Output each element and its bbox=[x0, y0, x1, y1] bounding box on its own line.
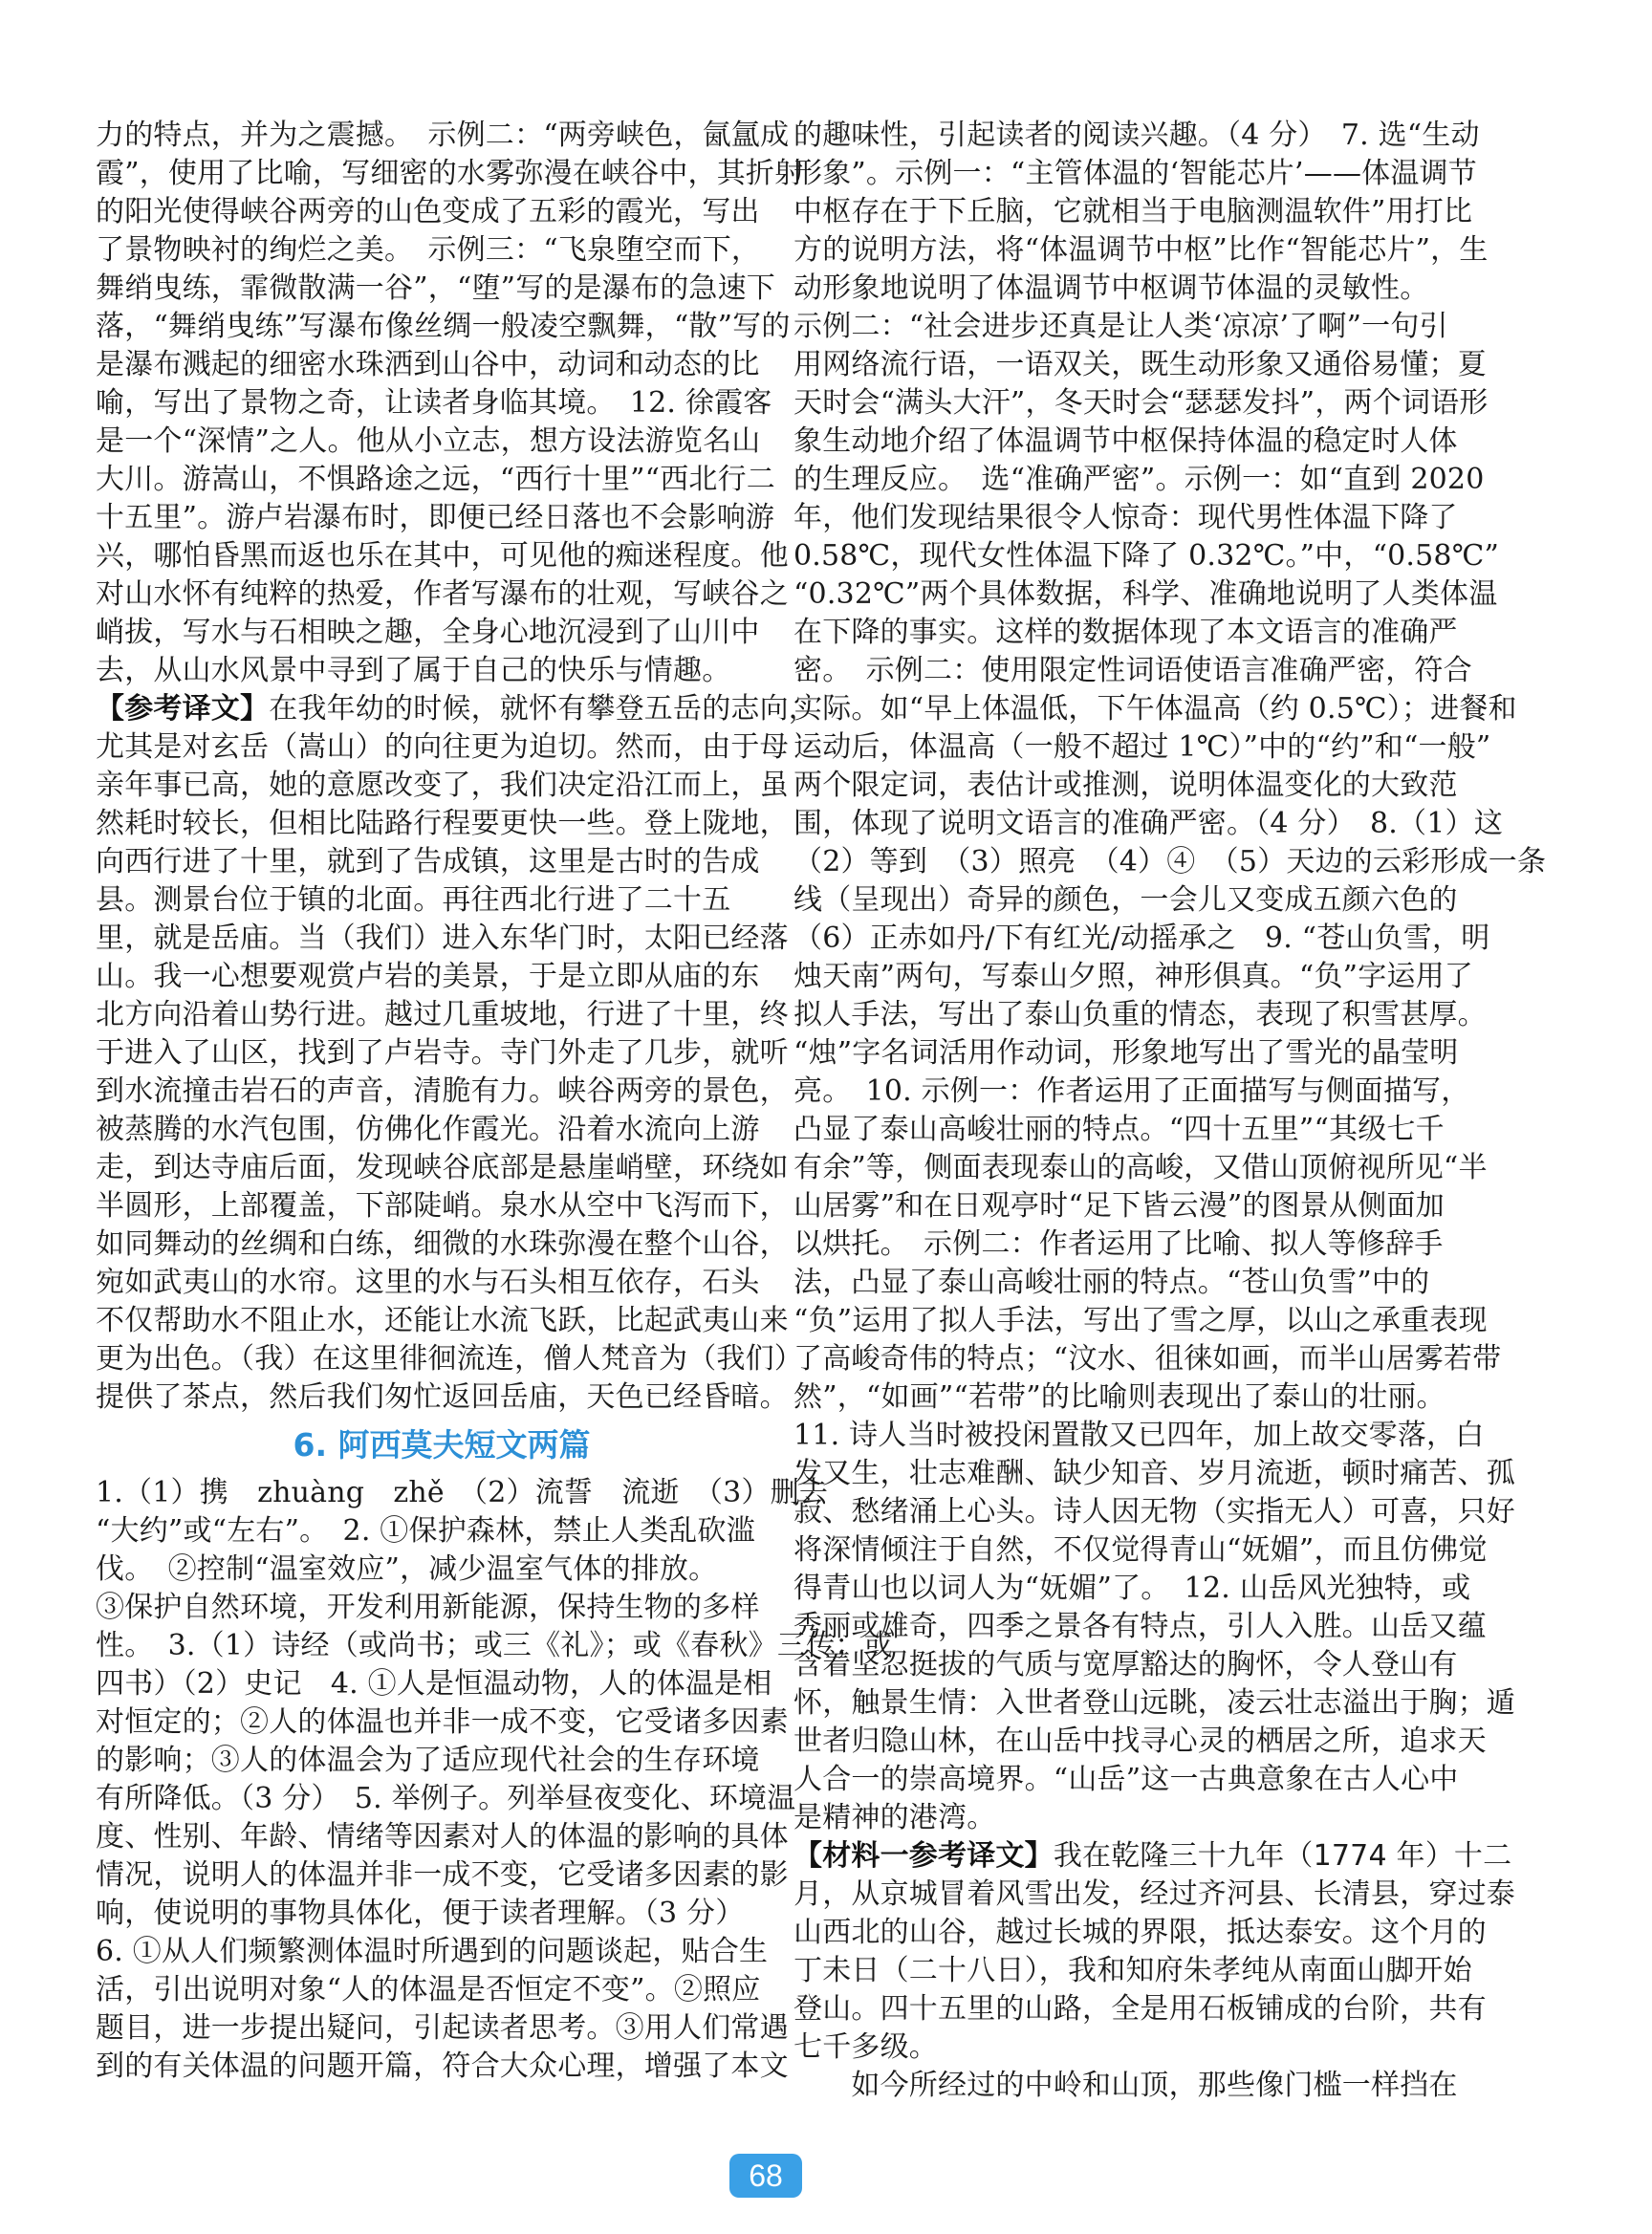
text-line: 1.（1）携 zhuàng zhě （2）流誓 流逝 （3）删去 bbox=[96, 1476, 829, 1509]
text-line: 的趣味性，引起读者的阅读兴趣。（4 分） 7. 选“生动 bbox=[793, 119, 1480, 152]
text-line: 喻，写出了景物之奇，让读者身临其境。 12. 徐霞客 bbox=[96, 386, 772, 420]
text-line: 如同舞动的丝绸和白练，细微的水珠弥漫在整个山谷， bbox=[96, 1227, 789, 1261]
text-line: 四书）（2）史记 4. ①人是恒温动物，人的体温是相 bbox=[96, 1667, 772, 1701]
text-line: 丁未日（二十八日），我和知府朱孝纯从南面山脚开始 bbox=[793, 1954, 1472, 1987]
text-line: 实际。如“早上体温低，下午体温高（约 0.5℃）；进餐和 bbox=[793, 692, 1517, 726]
text-line: 寂、愁绪涌上心头。诗人因无物（实指无人）可喜，只好 bbox=[793, 1495, 1515, 1529]
text-line: “0.32℃”两个具体数据，科学、准确地说明了人类体温 bbox=[793, 577, 1498, 611]
text-line: 人合一的崇高境界。“山岳”这一古典意象在古人心中 bbox=[793, 1763, 1459, 1796]
text-line: 月，从京城冒着风雪出发，经过齐河县、长清县，穿过泰 bbox=[793, 1877, 1515, 1911]
text-line: 得青山也以词人为“妩媚”了。 12. 山岳风光独特，或 bbox=[793, 1572, 1471, 1605]
text-line: 更为出色。（我）在这里徘徊流连，僧人梵音为（我们） bbox=[96, 1342, 803, 1376]
text-line: 了高峻奇伟的特点；“汶水、徂徕如画，而半山居雾若带 bbox=[793, 1342, 1502, 1376]
text-line: 秀丽或雄奇，四季之景各有特点，引人入胜。山岳又蕴 bbox=[793, 1610, 1487, 1643]
text-line: 半圆形，上部覆盖，下部陡峭。泉水从空中飞泻而下， bbox=[96, 1189, 789, 1223]
text-line: 拟人手法，写出了泰山负重的情态，表现了积雪甚厚。 bbox=[793, 998, 1487, 1031]
text-line: 发又生，壮志难酬、缺少知音、岁月流逝，顿时痛苦、孤 bbox=[793, 1457, 1515, 1490]
text-line: 的影响；③人的体温会为了适应现代社会的生存环境 bbox=[96, 1744, 760, 1777]
answer-block bbox=[793, 117, 1547, 1837]
text-line: 线（呈现出）奇异的颜色，一会儿又变成五颜六色的 bbox=[793, 883, 1458, 917]
section-title: 6. 阿西莫夫短文两篇 bbox=[293, 1426, 591, 1464]
text-line: 中枢存在于下丘脑，它就相当于电脑测温软件”用打比 bbox=[793, 195, 1473, 228]
text-line: 然”，“如画”“若带”的比喻则表现出了泰山的壮丽。 bbox=[793, 1380, 1446, 1414]
text-line: 走，到达寺庙后面，发现峡谷底部是悬崖峭壁，环绕如 bbox=[96, 1151, 789, 1184]
text-line: 情况，说明人的体温并非一成不变，它受诸多因素的影 bbox=[96, 1858, 789, 1892]
text-line: 山西北的山谷，越过长城的界限，抵达泰安。这个月的 bbox=[793, 1916, 1487, 1949]
text-line: 到的有关体温的问题开篇，符合大众心理，增强了本文 bbox=[96, 2050, 789, 2083]
text-line: 怀，触景生情：入世者登山远眺，凌云壮志溢出于胸；遁 bbox=[793, 1686, 1515, 1720]
page-number: 68 bbox=[729, 2154, 802, 2198]
text-line: 兴，哪怕昏黑而返也乐在其中，可见他的痴迷程度。他 bbox=[96, 539, 789, 573]
text-line: 动形象地说明了体温调节中枢调节体温的灵敏性。 bbox=[793, 271, 1429, 305]
text-line: 于进入了山区，找到了卢岩寺。寺门外走了几步，就听 bbox=[96, 1036, 789, 1070]
text-line: 如今所经过的中岭和山顶，那些像门槛一样挡在 bbox=[793, 2069, 1458, 2102]
text-line: 年，他们发现结果很令人惊奇：现代男性体温下降了 bbox=[793, 501, 1458, 534]
text-line: 是一个“深情”之人。他从小立志，想方设法游览名山 bbox=[96, 424, 761, 458]
text-line: 题目，进一步提出疑问，引起读者思考。③用人们常遇 bbox=[96, 2011, 789, 2045]
translation-block bbox=[793, 1876, 1515, 2105]
text-line: 性。 3.（1）诗经（或尚书；或三《礼》；或《春秋》三传；或 bbox=[96, 1629, 893, 1662]
text-line: 密。 示例二：使用限定性词语使语言准确严密，符合 bbox=[793, 654, 1472, 687]
text-line: 登山。四十五里的山路，全是用石板铺成的台阶，共有 bbox=[793, 1992, 1487, 2026]
text-line: 的阳光使得峡谷两旁的山色变成了五彩的霞光，写出 bbox=[96, 195, 760, 228]
text-line: 方的说明方法，将“体温调节中枢”比作“智能芯片”，生 bbox=[793, 233, 1489, 267]
text-line: 山居雾”和在日观亭时“足下皆云漫”的图景从侧面加 bbox=[793, 1189, 1445, 1223]
text-line: “负”运用了拟人手法，写出了雪之厚，以山之承重表现 bbox=[793, 1304, 1488, 1337]
text-line: 有余”等，侧面表现泰山的高峻，又借山顶俯视所见“半 bbox=[793, 1151, 1488, 1184]
text-line: 6. ①从人们频繁测体温时所遇到的问题谈起，贴合生 bbox=[96, 1935, 769, 1968]
text-line: 被蒸腾的水汽包围，仿佛化作霞光。沿着水流向上游 bbox=[96, 1113, 760, 1146]
text-line: 在下降的事实。这样的数据体现了本文语言的准确严 bbox=[793, 616, 1458, 649]
text-line: 响，使说明的事物具体化，便于读者理解。（3 分） bbox=[96, 1897, 745, 1930]
text-line: 北方向沿着山势行进。越过几重坡地，行进了十里，终 bbox=[96, 998, 789, 1031]
text-line: 示例二：“社会进步还真是让人类‘凉凉’了啊”一句引 bbox=[793, 310, 1448, 343]
text-line: 霞”，使用了比喻，写细密的水雾弥漫在峡谷中，其折射 bbox=[96, 157, 804, 190]
translation-block bbox=[96, 728, 803, 1417]
text-line: 象生动地介绍了体温调节中枢保持体温的稳定时人体 bbox=[793, 424, 1458, 458]
text-line: 然耗时较长，但相比陆路行程要更快一些。登上陇地， bbox=[96, 807, 789, 840]
text-line: “大约”或“左右”。 2. ①保护森林，禁止人类乱砍滥 bbox=[96, 1514, 755, 1548]
text-line: 天时会“满头大汗”，冬天时会“瑟瑟发抖”，两个词语形 bbox=[793, 386, 1489, 420]
text-line: ③保护自然环境，开发利用新能源，保持生物的多样 bbox=[96, 1591, 760, 1624]
text-line: 对山水怀有纯粹的热爱，作者写瀑布的壮观，写峡谷之 bbox=[96, 577, 789, 611]
text-line: “烛”字名词活用作动词，形象地写出了雪光的晶莹明 bbox=[793, 1036, 1459, 1070]
text-line: 运动后，体温高（一般不超过 1℃）”中的“约”和“一般” bbox=[793, 730, 1491, 764]
text-line: 了景物映衬的绚烂之美。 示例三：“飞泉堕空而下， bbox=[96, 233, 761, 267]
text-line: 是精神的港湾。 bbox=[793, 1801, 996, 1834]
translation-text: 我在乾隆三十九年（1774 年）十二 bbox=[1053, 1839, 1512, 1873]
text-line: 亮。 10. 示例一：作者运用了正面描写与侧面描写， bbox=[793, 1074, 1470, 1108]
translation-first-line bbox=[793, 1837, 1512, 1876]
text-line: 伐。 ②控制“温室效应”，减少温室气体的排放。 bbox=[96, 1552, 718, 1586]
text-line: 山。我一心想要观赏卢岩的美景，于是立即从庙的东 bbox=[96, 960, 760, 993]
text-line: 烛天南”两句，写泰山夕照，神形俱真。“负”字运用了 bbox=[793, 960, 1474, 993]
text-line: 对恒定的；②人的体温也并非一成不变，它受诸多因素 bbox=[96, 1705, 789, 1739]
translation-text: 在我年幼的时候，就怀有攀登五岳的志向， bbox=[269, 692, 818, 726]
text-line: 法，凸显了泰山高峻壮丽的特点。“苍山负雪”中的 bbox=[793, 1266, 1430, 1299]
text-line: 用网络流行语，一语双关，既生动形象又通俗易懂；夏 bbox=[793, 348, 1487, 381]
text-line: （6）正赤如丹/下有红光/动摇承之 9. “苍山负雪，明 bbox=[793, 922, 1490, 955]
text-line: 向西行进了十里，就到了告成镇，这里是古时的告成 bbox=[96, 845, 760, 878]
text-line: 活，引出说明对象“人的体温是否恒定不变”。②照应 bbox=[96, 1973, 761, 2006]
text-line: 11. 诗人当时被投闲置散又已四年，加上故交零落，白 bbox=[793, 1419, 1485, 1452]
text-line: 力的特点，并为之震撼。 示例二：“两旁峡色，氤氲成 bbox=[96, 119, 790, 152]
text-line: 含着坚忍挺拔的气质与宽厚豁达的胸怀，令人登山有 bbox=[793, 1648, 1458, 1681]
translation-tag: 【参考译文】 bbox=[96, 692, 270, 726]
translation-first-line bbox=[96, 690, 818, 728]
text-line: 形象”。示例一：“主管体温的‘智能芯片’——体温调节 bbox=[793, 157, 1477, 190]
text-line: 不仅帮助水不阻止水，还能让水流飞跃，比起武夷山来 bbox=[96, 1304, 789, 1337]
text-line: 尤其是对玄岳（嵩山）的向往更为迫切。然而，由于母 bbox=[96, 730, 789, 764]
text-line: 围，体现了说明文语言的准确严密。（4 分） 8.（1）这 bbox=[793, 807, 1503, 840]
text-line: 世者归隐山林，在山岳中找寻心灵的栖居之所，追求天 bbox=[793, 1724, 1487, 1758]
text-line: 将深情倾注于自然，不仅觉得青山“妩媚”，而且仿佛觉 bbox=[793, 1533, 1488, 1567]
text-line: 凸显了泰山高峻壮丽的特点。“四十五里”“其级七千 bbox=[793, 1113, 1445, 1146]
text-line: （2）等到 （3）照亮 （4）④ （5）天边的云彩形成一条 bbox=[793, 845, 1547, 878]
text-line: 有所降低。（3 分） 5. 举例子。列举昼夜变化、环境温 bbox=[96, 1782, 796, 1815]
text-line: 十五里”。游卢岩瀑布时，即便已经日落也不会影响游 bbox=[96, 501, 775, 534]
text-line: 舞绡曳练，霏微散满一谷”，“堕”写的是瀑布的急速下 bbox=[96, 271, 776, 305]
text-line: 去，从山水风景中寻到了属于自己的快乐与情趣。 bbox=[96, 654, 731, 687]
right-column bbox=[793, 117, 1547, 2105]
translation-tag: 【材料一参考译文】 bbox=[793, 1839, 1054, 1873]
text-line: 度、性别、年龄、情绪等因素对人的体温的影响的具体 bbox=[96, 1820, 789, 1854]
text-line: 里，就是岳庙。当（我们）进入东华门时，太阳已经落 bbox=[96, 922, 789, 955]
text-line: 两个限定词，表估计或推测，说明体温变化的大致范 bbox=[793, 769, 1458, 802]
text-line: 的生理反应。 选“准确严密”。示例一：如“直到 2020 bbox=[793, 463, 1485, 496]
text-line: 落，“舞绡曳练”写瀑布像丝绸一般凌空飘舞，“散”写的 bbox=[96, 310, 791, 343]
text-line: 峭拔，写水与石相映之趣，全身心地沉浸到了山川中 bbox=[96, 616, 760, 649]
text-line: 七千多级。 bbox=[793, 2030, 938, 2064]
answer-block bbox=[96, 117, 804, 690]
text-line: 以烘托。 示例二：作者运用了比喻、拟人等修辞手 bbox=[793, 1227, 1444, 1261]
text-line: 是瀑布溅起的细密水珠洒到山谷中，动词和动态的比 bbox=[96, 348, 760, 381]
text-line: 宛如武夷山的水帘。这里的水与石头相互依存，石头 bbox=[96, 1266, 760, 1299]
text-line: 亲年事已高，她的意愿改变了，我们决定沿江而上，虽 bbox=[96, 769, 789, 802]
text-line: 0.58℃，现代女性体温下降了 0.32℃。”中，“0.58℃” bbox=[793, 539, 1500, 573]
text-line: 县。测景台位于镇的北面。再往西北行进了二十五 bbox=[96, 883, 731, 917]
text-line: 提供了茶点，然后我们匆忙返回岳庙，天色已经昏暗。 bbox=[96, 1380, 789, 1414]
text-line: 到水流撞击岩石的声音，清脆有力。峡谷两旁的景色， bbox=[96, 1074, 789, 1108]
text-line: 大川。游嵩山，不惧路途之远，“西行十里”“西北行二 bbox=[96, 463, 776, 496]
